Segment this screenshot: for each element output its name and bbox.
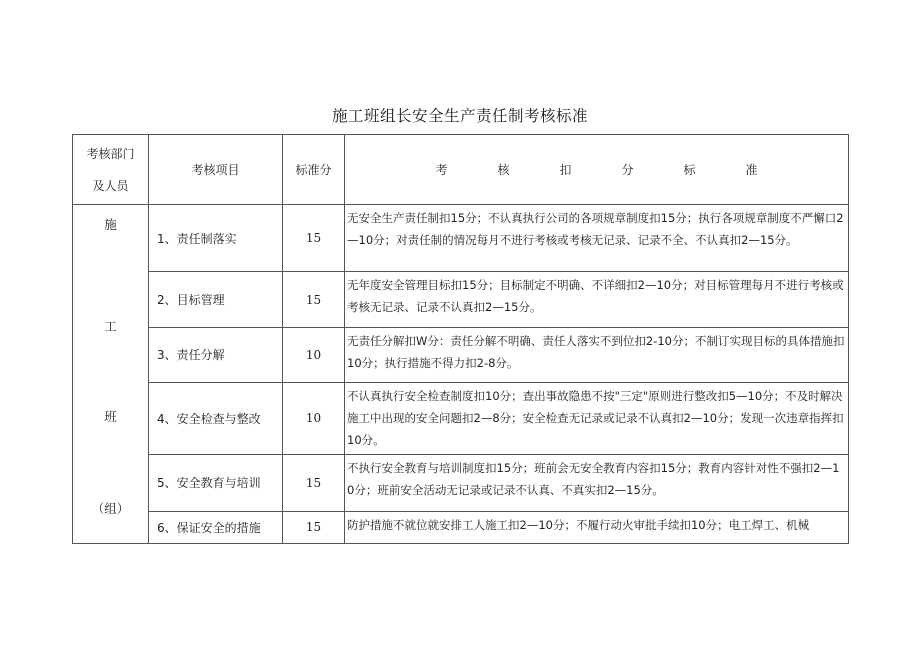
header-criteria-char: 考 <box>435 163 448 177</box>
table-row <box>73 328 849 382</box>
row-score: 15 <box>283 205 345 272</box>
row-score: 10 <box>283 382 345 454</box>
header-standard: 标准分 <box>283 135 345 205</box>
header-criteria-char: 分 <box>621 163 634 177</box>
dept-char: 班 <box>104 409 117 424</box>
header-dept-line1: 考核部门 <box>86 146 135 161</box>
row-item: 4、安全检查与整改 <box>149 382 283 454</box>
row-item: 5、安全教育与培训 <box>149 454 283 511</box>
header-criteria-char: 准 <box>745 163 758 177</box>
table-row <box>73 272 849 328</box>
table-row <box>73 454 849 511</box>
row-item: 6、保证安全的措施 <box>149 511 283 543</box>
dept-char: 工 <box>104 319 117 334</box>
row-item: 3、责任分解 <box>149 328 283 382</box>
row-score: 15 <box>283 272 345 328</box>
header-criteria <box>345 135 849 205</box>
row-criteria: 无责任分解扣W分：责任分解不明确、责任人落实不到位扣2-10分；不制订实现目标的具体措施扣10分；执行措施不得力扣2-8分。 <box>345 328 849 382</box>
row-criteria: 不执行安全教育与培训制度扣15分；班前会无安全教育内容扣15分；教育内容针对性不强扣2—10分；班前安全活动无记录或记录不认真、不真实扣2—15分。 <box>345 454 849 511</box>
row-item: 1、责任制落实 <box>149 205 283 272</box>
document-title: 施工班组长安全生产责任制考核标准 <box>331 107 588 125</box>
dept-char: 施 <box>104 217 117 232</box>
header-item: 考核项目 <box>149 135 283 205</box>
row-criteria: 防护措施不就位就安排工人施工扣2—10分；不履行动火审批手续扣10分；电工焊工、机械 <box>345 511 849 543</box>
row-score: 10 <box>283 328 345 382</box>
header-dept-line2: 及人员 <box>92 178 129 193</box>
table-row <box>73 205 849 272</box>
dept-char: （组） <box>91 501 130 516</box>
header-criteria-char: 核 <box>497 163 510 177</box>
row-criteria: 不认真执行安全检查制度扣10分；查出事故隐患不按"三定"原则进行整改扣5—10分；不及时解决施工中出现的安全问题扣2—8分；安全检查无记录或记录不认真扣2—10分；发现一次违章指挥扣10分。 <box>345 382 849 454</box>
header-criteria-char: 标 <box>683 163 696 177</box>
assessment-table <box>72 134 849 544</box>
header-criteria-char: 扣 <box>559 163 572 177</box>
row-criteria: 无安全生产责任制扣15分；不认真执行公司的各项规章制度扣15分；执行各项规章制度不严懈口2—10分；对责任制的情况每月不进行考核或考核无记录、记录不全、不认真扣2—15分。 <box>345 205 849 272</box>
table-row <box>73 511 849 543</box>
row-score: 15 <box>283 511 345 543</box>
row-item: 2、目标管理 <box>149 272 283 328</box>
header-dept <box>73 135 149 205</box>
dept-cell <box>73 205 149 544</box>
row-score: 15 <box>283 454 345 511</box>
table-header-row <box>73 135 849 205</box>
table-row <box>73 382 849 454</box>
row-criteria: 无年度安全管理目标扣15分；目标制定不明确、不详细扣2—10分；对目标管理每月不进行考核或考核无记录、记录不认真扣2—15分。 <box>345 272 849 328</box>
